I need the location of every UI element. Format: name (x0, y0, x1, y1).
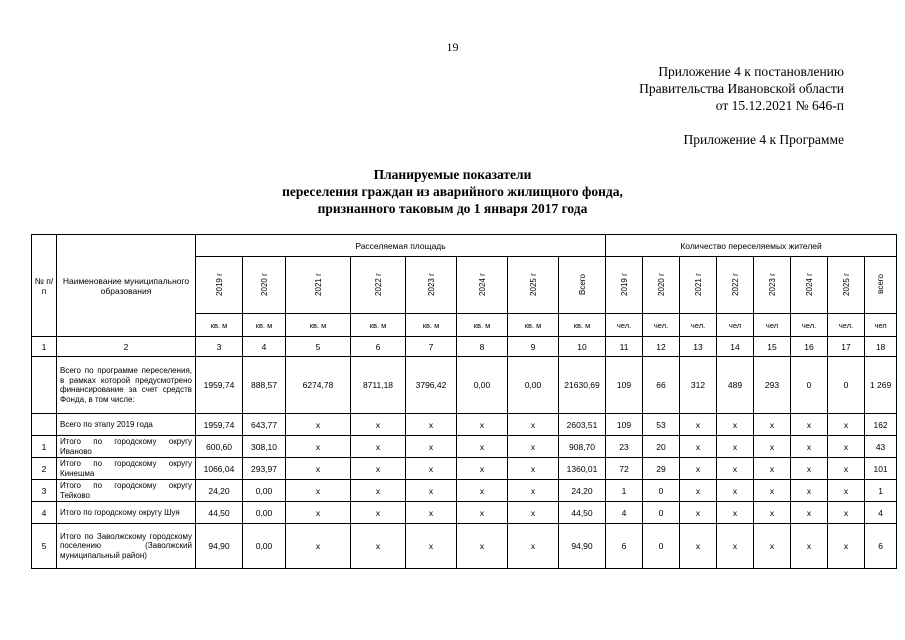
area-unit: кв. м (508, 314, 559, 337)
people-unit: чел (717, 314, 754, 337)
area-value: х (457, 502, 508, 524)
row-number (32, 414, 57, 436)
table-row (32, 524, 897, 569)
area-unit: кв. м (406, 314, 457, 337)
year-label: 2019 г (214, 272, 224, 296)
people-year-header (828, 257, 865, 314)
people-year-header (680, 257, 717, 314)
people-unit: чел (754, 314, 791, 337)
people-value: 0 (643, 524, 680, 569)
year-label: 2023 г (767, 272, 777, 296)
people-value: х (754, 480, 791, 502)
area-year-header (406, 257, 457, 314)
area-value: 0,00 (243, 480, 286, 502)
area-value: х (351, 480, 406, 502)
group-area-header: Расселяемая площадь (196, 235, 606, 257)
area-value: х (351, 414, 406, 436)
people-value: х (717, 436, 754, 458)
area-value: 6274,78 (286, 357, 351, 414)
appendix-line: Правительства Ивановской области (639, 81, 844, 96)
table-row (32, 357, 897, 414)
area-value: х (286, 502, 351, 524)
area-value: х (351, 458, 406, 480)
area-value: 600,60 (196, 436, 243, 458)
municipality-name: Всего по программе переселения, в рамках которой предусмотрено финансирование за счет средств Фонда, в том числе: (57, 357, 196, 414)
people-value: х (717, 458, 754, 480)
people-value: х (791, 480, 828, 502)
people-value: 53 (643, 414, 680, 436)
col-num-header: № п/п (32, 235, 57, 337)
people-value: 72 (606, 458, 643, 480)
people-value: 0 (828, 357, 865, 414)
area-value: х (457, 524, 508, 569)
area-value: х (406, 414, 457, 436)
column-number: 1 (32, 337, 57, 357)
people-year-header (865, 257, 897, 314)
year-label: 2022 г (730, 272, 740, 296)
area-value: х (286, 436, 351, 458)
people-value: 66 (643, 357, 680, 414)
municipality-name: Итого по Заволжскому городскому поселению (Заволжский муниципальный район) (57, 524, 196, 569)
area-value: х (457, 414, 508, 436)
area-value: х (508, 458, 559, 480)
people-value: х (717, 502, 754, 524)
column-number: 8 (457, 337, 508, 357)
year-label: 2021 г (313, 272, 323, 296)
people-value: х (791, 436, 828, 458)
area-value: х (508, 480, 559, 502)
document-title (0, 166, 905, 217)
people-value: х (680, 524, 717, 569)
column-number: 10 (559, 337, 606, 357)
municipality-name: Итого по городскому округу Кинешма (57, 458, 196, 480)
people-unit: чел. (643, 314, 680, 337)
year-label: 2020 г (259, 272, 269, 296)
area-unit: кв. м (457, 314, 508, 337)
people-value: 1 269 (865, 357, 897, 414)
column-number: 2 (57, 337, 196, 357)
people-value: х (754, 414, 791, 436)
area-value: 1360,01 (559, 458, 606, 480)
people-value: х (754, 502, 791, 524)
area-value: 1959,74 (196, 414, 243, 436)
people-value: х (828, 502, 865, 524)
area-value: 0,00 (508, 357, 559, 414)
municipality-name: Итого по городскому округу Тейково (57, 480, 196, 502)
area-value: 94,90 (196, 524, 243, 569)
people-value: х (828, 458, 865, 480)
people-year-header (754, 257, 791, 314)
people-year-header (717, 257, 754, 314)
row-number: 3 (32, 480, 57, 502)
year-label: 2024 г (804, 272, 814, 296)
people-year-header (791, 257, 828, 314)
people-value: х (828, 414, 865, 436)
column-number: 12 (643, 337, 680, 357)
year-label: 2022 г (373, 272, 383, 296)
people-value: 1 (865, 480, 897, 502)
people-value: х (680, 414, 717, 436)
people-value: х (791, 458, 828, 480)
appendix-line: от 15.12.2021 № 646-п (715, 98, 844, 113)
people-value: 6 (865, 524, 897, 569)
people-value: х (791, 524, 828, 569)
area-year-header (286, 257, 351, 314)
people-value: х (680, 458, 717, 480)
area-value: 0,00 (243, 524, 286, 569)
area-value: х (508, 436, 559, 458)
people-unit: чел. (680, 314, 717, 337)
table-body (32, 357, 897, 569)
appendix-header (639, 63, 844, 114)
area-value: х (351, 436, 406, 458)
table-row (32, 502, 897, 524)
year-label: 2025 г (841, 272, 851, 296)
people-value: 6 (606, 524, 643, 569)
column-number: 9 (508, 337, 559, 357)
people-value: 4 (606, 502, 643, 524)
people-unit: чел. (606, 314, 643, 337)
people-unit: чел. (791, 314, 828, 337)
people-value: 101 (865, 458, 897, 480)
municipality-name: Итого по городскому округу Шуя (57, 502, 196, 524)
area-unit: кв. м (196, 314, 243, 337)
area-value: х (406, 436, 457, 458)
area-value: 0,00 (243, 502, 286, 524)
year-label: 2023 г (426, 272, 436, 296)
people-value: 1 (606, 480, 643, 502)
table-row (32, 458, 897, 480)
group-people-header: Количество переселяемых жителей (606, 235, 897, 257)
year-label: 2025 г (528, 272, 538, 296)
column-number: 4 (243, 337, 286, 357)
table-row (32, 436, 897, 458)
column-number: 16 (791, 337, 828, 357)
people-value: х (828, 524, 865, 569)
area-value: х (457, 458, 508, 480)
area-value: 908,70 (559, 436, 606, 458)
title-line: признанного таковым до 1 января 2017 года (317, 201, 588, 216)
area-value: х (286, 458, 351, 480)
area-value: х (406, 524, 457, 569)
area-value: 293,97 (243, 458, 286, 480)
area-value: 1066,04 (196, 458, 243, 480)
area-value: 888,57 (243, 357, 286, 414)
area-value: х (406, 458, 457, 480)
area-unit: кв. м (243, 314, 286, 337)
people-value: х (717, 480, 754, 502)
area-year-header (457, 257, 508, 314)
area-value: х (406, 502, 457, 524)
area-value: х (406, 480, 457, 502)
column-number-row (32, 337, 897, 357)
people-value: х (791, 502, 828, 524)
area-value: 2603,51 (559, 414, 606, 436)
column-number: 13 (680, 337, 717, 357)
people-year-header (606, 257, 643, 314)
column-number: 11 (606, 337, 643, 357)
people-value: 0 (643, 502, 680, 524)
area-value: 24,20 (196, 480, 243, 502)
people-value: 109 (606, 414, 643, 436)
municipality-name: Всего по этапу 2019 года (57, 414, 196, 436)
title-line: Планируемые показатели (373, 167, 532, 182)
area-year-header (351, 257, 406, 314)
area-value: 643,77 (243, 414, 286, 436)
area-value: х (508, 414, 559, 436)
people-value: 109 (606, 357, 643, 414)
column-number: 6 (351, 337, 406, 357)
area-value: х (508, 502, 559, 524)
area-value: 0,00 (457, 357, 508, 414)
year-label: 2020 г (656, 272, 666, 296)
row-number: 5 (32, 524, 57, 569)
row-number: 2 (32, 458, 57, 480)
people-value: 0 (643, 480, 680, 502)
appendix-line: Приложение 4 к постановлению (658, 64, 844, 79)
column-number: 3 (196, 337, 243, 357)
area-value: х (457, 436, 508, 458)
people-value: х (791, 414, 828, 436)
area-unit: кв. м (559, 314, 606, 337)
area-value: х (351, 502, 406, 524)
people-value: 43 (865, 436, 897, 458)
col-name-header: Наименование муниципального образования (57, 235, 196, 337)
people-value: х (828, 480, 865, 502)
people-value: х (717, 524, 754, 569)
people-year-header (643, 257, 680, 314)
area-year-header (508, 257, 559, 314)
people-value: 20 (643, 436, 680, 458)
appendix-program: Приложение 4 к Программе (683, 132, 844, 147)
table-row (32, 414, 897, 436)
area-value: 44,50 (559, 502, 606, 524)
area-value: х (508, 524, 559, 569)
people-unit: чел (865, 314, 897, 337)
area-value: 3796,42 (406, 357, 457, 414)
area-value: 1959,74 (196, 357, 243, 414)
area-value: х (286, 480, 351, 502)
column-number: 5 (286, 337, 351, 357)
area-value: х (457, 480, 508, 502)
area-value: 24,20 (559, 480, 606, 502)
area-unit: кв. м (351, 314, 406, 337)
people-value: 293 (754, 357, 791, 414)
people-value: х (680, 436, 717, 458)
column-number: 15 (754, 337, 791, 357)
people-value: х (754, 524, 791, 569)
people-value: 489 (717, 357, 754, 414)
people-value: 312 (680, 357, 717, 414)
area-value: 308,10 (243, 436, 286, 458)
people-value: х (754, 458, 791, 480)
people-value: 0 (791, 357, 828, 414)
people-value: 4 (865, 502, 897, 524)
title-line: переселения граждан из аварийного жилищного фонда, (282, 184, 623, 199)
people-value: х (680, 480, 717, 502)
resettlement-table (31, 234, 897, 569)
column-number: 17 (828, 337, 865, 357)
municipality-name: Итого по городскому округу Иваново (57, 436, 196, 458)
area-value: 8711,18 (351, 357, 406, 414)
column-number: 14 (717, 337, 754, 357)
people-value: 162 (865, 414, 897, 436)
people-unit: чел. (828, 314, 865, 337)
row-number: 1 (32, 436, 57, 458)
area-year-header (196, 257, 243, 314)
page-number: 19 (446, 40, 459, 54)
people-value: х (828, 436, 865, 458)
row-number: 4 (32, 502, 57, 524)
year-label: 2024 г (477, 272, 487, 296)
area-year-header (243, 257, 286, 314)
area-value: х (286, 524, 351, 569)
area-value: х (286, 414, 351, 436)
people-value: х (680, 502, 717, 524)
table-row (32, 480, 897, 502)
area-unit: кв. м (286, 314, 351, 337)
year-label: всего (876, 274, 886, 294)
area-value: 94,90 (559, 524, 606, 569)
row-number (32, 357, 57, 414)
table-header (32, 235, 897, 357)
people-value: 29 (643, 458, 680, 480)
area-value: х (351, 524, 406, 569)
year-label: 2019 г (619, 272, 629, 296)
area-value: 44,50 (196, 502, 243, 524)
area-year-header (559, 257, 606, 314)
year-label: Всего (577, 273, 587, 295)
column-number: 18 (865, 337, 897, 357)
people-value: х (717, 414, 754, 436)
year-label: 2021 г (693, 272, 703, 296)
people-value: 23 (606, 436, 643, 458)
area-value: 21630,69 (559, 357, 606, 414)
people-value: х (754, 436, 791, 458)
column-number: 7 (406, 337, 457, 357)
